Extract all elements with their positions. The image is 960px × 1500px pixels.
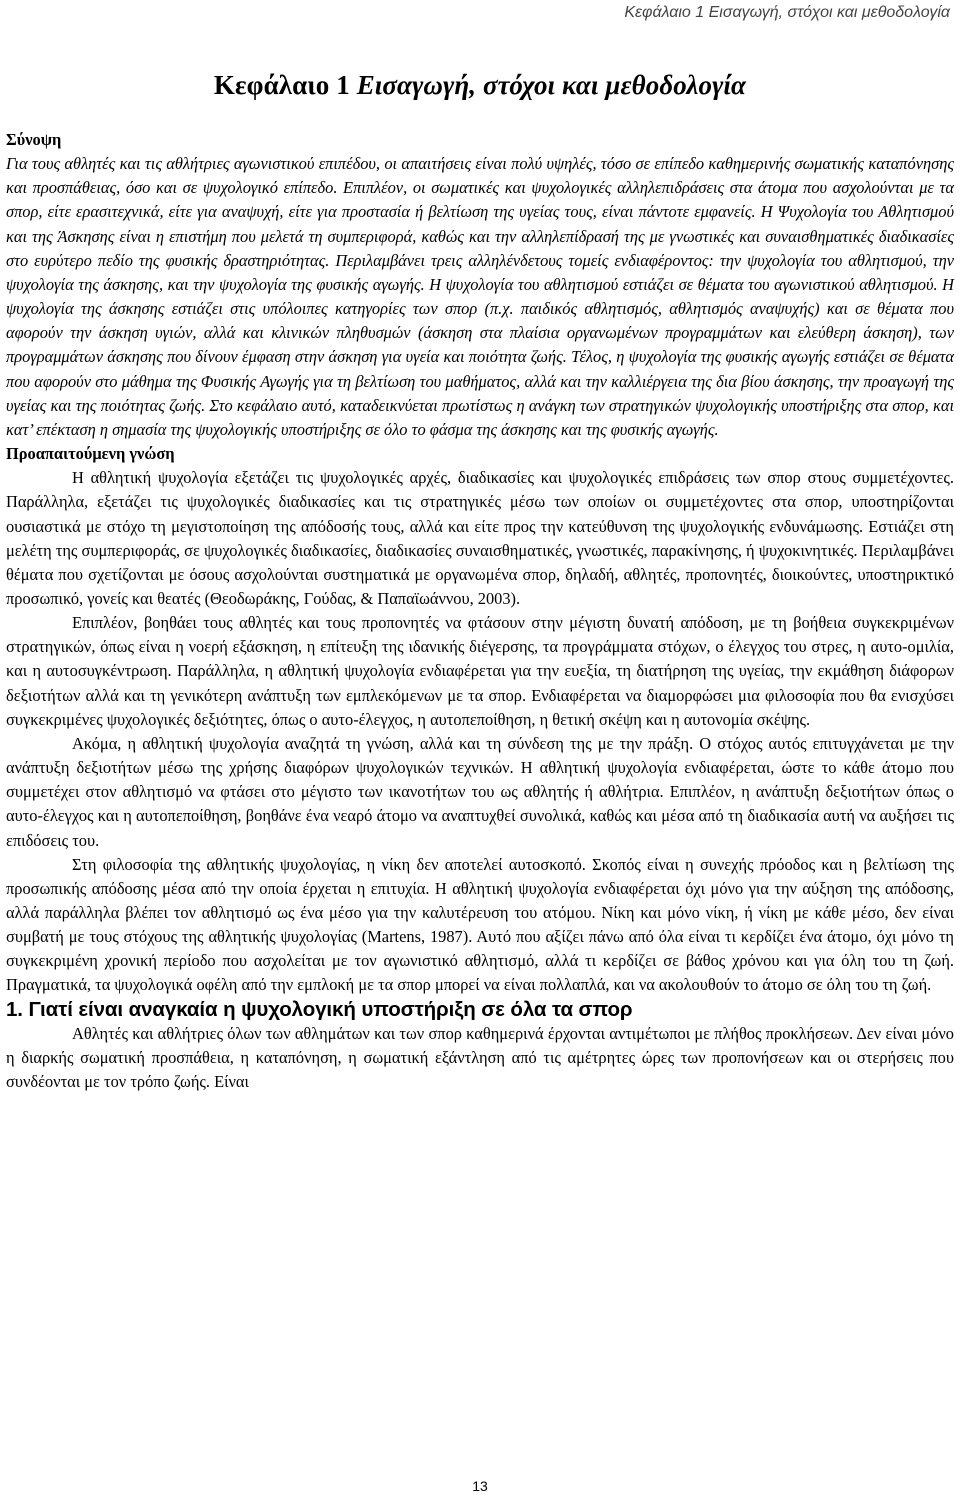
page-number: 13 [472,1478,488,1494]
prerequisites-heading: Προαπαιτούμενη γνώση [6,444,175,464]
prerequisites-paragraph-1: Η αθλητική ψυχολογία εξετάζει τις ψυχολογικές αρχές, διαδικασίες και ψυχολογικές επιδράσεις των σπορ στους συμμετέχοντες. Παράλληλα, εξετάζει τις ψυχολογικές διαδικασίες και τις στρατηγικές μέσω των οποίων οι συμμετέχοντες στα σπορ, υποστηρίζονται ουσιαστικά με στόχο τη μεγιστοποίηση της απόδοσής τους, αλλά και είτε προς την κατεύθυνση της ψυχολογικής ενδυνάμωσης. Εστιάζει στη μελέτη της συμπεριφοράς, σε ψυχολογικές διαδικασίες, διαδικασίες συναισθηματικές, γνωστικές, παρακίνησης, ή ψυχοκινητικές. Περιλαμβάνει θέματα που σχετίζονται με όσους ασχολούνται συστηματικά με οργανωμένα σπορ, δηλαδή, αθλητές, προπονητές, διοικούντες, υποστηρικτικό προσωπικό, γονείς και θεατές (Θεοδωράκης, Γούδας, & Παπαϊωάννου, 2003). [6,468,954,608]
section-1-paragraph: Αθλητές και αθλήτριες όλων των αθλημάτων και των σπορ καθημερινά έρχονται αντιμέτωποι με πλήθος προκλήσεων. Δεν είναι μόνο η διαρκής σωματική προσπάθεια, η καταπόνηση, η σωματική εξάντληση από τις αμέτρητες ώρες των προπονήσεων και οι στερήσεις που συνδέονται με τον τρόπο ζωής. Είναι [6,1023,954,1092]
document-body [6,128,954,1094]
chapter-title [0,70,960,101]
chapter-number: Κεφάλαιο 1 [213,70,350,100]
synopsis-text: Για τους αθλητές και τις αθλήτριες αγωνιστικού επιπέδου, οι απαιτήσεις είναι πολύ υψηλές, τόσο σε επίπεδο καθημερινής σωματικής καταπόνησης και προσπάθειας, όσο και σε ψυχολογικό επίπεδο. Επιπλέον, οι σωματικές και ψυχολογικές αλληλεπιδράσεις στα άτομα που ασχολούνται με τα σπορ, είτε ερασιτεχνικά, είτε για αναψυχή, είτε για προστασία ή βελτίωση της υγείας τους, είναι πάντοτε εμφανείς. Η Ψυχολογία του Αθλητισμού και της Άσκησης είναι η επιστήμη που μελετά τη συμπεριφορά, καθώς και την αλληλεπίδρασή της με γνωστικές και συναισθηματικές διαδικασίες στο ευρύτερο πεδίο της φυσικής δραστηριότητας. Περιλαμβάνει τρεις αλληλένδετους τομείς ενδιαφέροντος: την ψυχολογία του αθλητισμού, την ψυχολογία της άσκησης, και την ψυχολογία της φυσικής αγωγής. Η ψυχολογία του αθλητισμού εστιάζει σε θέματα του αγωνιστικού αθλητισμού. Η ψυχολογία της άσκησης εστιάζει στις υπόλοιπες κατηγορίες των σπορ (π.χ. παιδικός αθλητισμός, αθλητισμός αναψυχής) και σε θέματα που αφορούν την άσκηση υγιών, αλλά και κλινικών πληθυσμών (άσκηση στα πλαίσια οργανωμένων προγραμμάτων και ελεύθερη άσκηση), των προγραμμάτων άσκησης που δίνουν έμφαση στην άσκηση για υγεία και ποιότητα ζωής. Τέλος, η ψυχολογία της φυσικής αγωγής εστιάζει σε θέματα που αφορούν στο μάθημα της Φυσικής Αγωγής για τη βελτίωση του μαθήματος, αλλά και την καλλιέργεια της δια βίου άσκησης, την προαγωγή της υγείας και της ποιότητας ζωής. Στο κεφάλαιο αυτό, καταδεικνύεται πρωτίστως η ανάγκη των στρατηγικών ψυχολογικής υποστήριξης στα σπορ, και κατ’ επέκταση η σημασία της ψυχολογικής υποστήριξης σε όλο το φάσμα της άσκησης και της φυσικής αγωγής. [6,154,954,439]
prerequisites-paragraph-3: Ακόμα, η αθλητική ψυχολογία αναζητά τη γνώση, αλλά και τη σύνδεση της με την πράξη. Ο στόχος αυτός επιτυγχάνεται με την ανάπτυξη δεξιοτήτων μέσω της χρήσης διαφόρων ψυχολογικών τεχνικών. Η αθλητική ψυχολογία ενδιαφέρεται, ώστε το κάθε άτομο που συμμετέχει στον αθλητισμό να φτάσει στο μέγιστο των ικανοτήτων του ως αθλητής ή αθλήτρια. Επιπλέον, η ανάπτυξη δεξιοτήτων όπως ο αυτο-έλεγχος και η αυτοπεποίθηση, βοηθάνε ένα νεαρό άτομο να αναπτυχθεί συνολικά, καθώς και μέσα από τη διαδικασία αυτή να αυξήσει τις επιδόσεις του. [6,733,954,850]
chapter-title-text: Εισαγωγή, στόχοι και μεθοδολογία [356,70,747,100]
prerequisites-paragraph-2: Επιπλέον, βοηθάει τους αθλητές και τους προπονητές να φτάσουν στην μέγιστη δυνατή απόδοση, με τη βοήθεια συγκεκριμένων στρατηγικών, όπως είναι η νοερή εξάσκηση, η επίτευξη της ιδανικής διέγερσης, τα προγράμματα στόχων, ο έλεγχος του στρες, η αυτο-ομιλία, και η αυτοσυγκέντρωση. Παράλληλα, η αθλητική ψυχολογία ενδιαφέρεται για την ευεξία, τη διατήρηση της υγείας, την εκμάθηση διάφορων δεξιοτήτων αλλά και τη γενικότερη ανάπτυξη των εμπλεκόμενων με τα σπορ. Ενδιαφέρεται να διαμορφώσει μια φιλοσοφία που θα ενισχύσει συγκεκριμένες ψυχολογικές δεξιότητες, όπως ο αυτο-έλεγχος, η αυτοπεποίθηση, η θετική σκέψη και η αυτονομία σκέψης. [6,613,954,729]
prerequisites-paragraph-4: Στη φιλοσοφία της αθλητικής ψυχολογίας, η νίκη δεν αποτελεί αυτοσκοπό. Σκοπός είναι η συνεχής πρόοδος και η βελτίωση της προσωπικής απόδοσης μέσα από την οποία έρχεται η επιτυχία. Η αθλητική ψυχολογία ενδιαφέρεται όχι μόνο για την αύξηση της απόδοσης, αλλά παράλληλα βλέπει τον αθλητισμό ως ένα μέσο για την καλυτέρευση του ατόμου. Νίκη και μόνο νίκη, ή νίκη με κάθε μέσο, δεν είναι συμβατή με τους στόχους της αθλητικής ψυχολογίας (Martens, 1987). Αυτό που αξίζει πάνω από όλα είναι τι κερδίζει ένα άτομο, όχι μόνο τη συγκεκριμένη χρονική περίοδο που ασχολείται με τον αγωνιστικό αθλητισμό, αλλά τι κερδίζει σε βάθος χρόνου και για όλη του τη ζωή. Πραγματικά, τα ψυχολογικά οφέλη από την εμπλοκή με τα σπορ μπορεί να είναι πολλαπλά, και να ακολουθούν το άτομο σε όλη του τη ζωή. [6,854,954,995]
section-1-heading: 1. Γιατί είναι αναγκαία η ψυχολογική υποστήριξη σε όλα τα σπορ [6,997,633,1021]
running-header: Κεφάλαιο 1 Εισαγωγή, στόχοι και μεθοδολογία [624,4,950,21]
synopsis-heading: Σύνοψη [6,130,62,149]
